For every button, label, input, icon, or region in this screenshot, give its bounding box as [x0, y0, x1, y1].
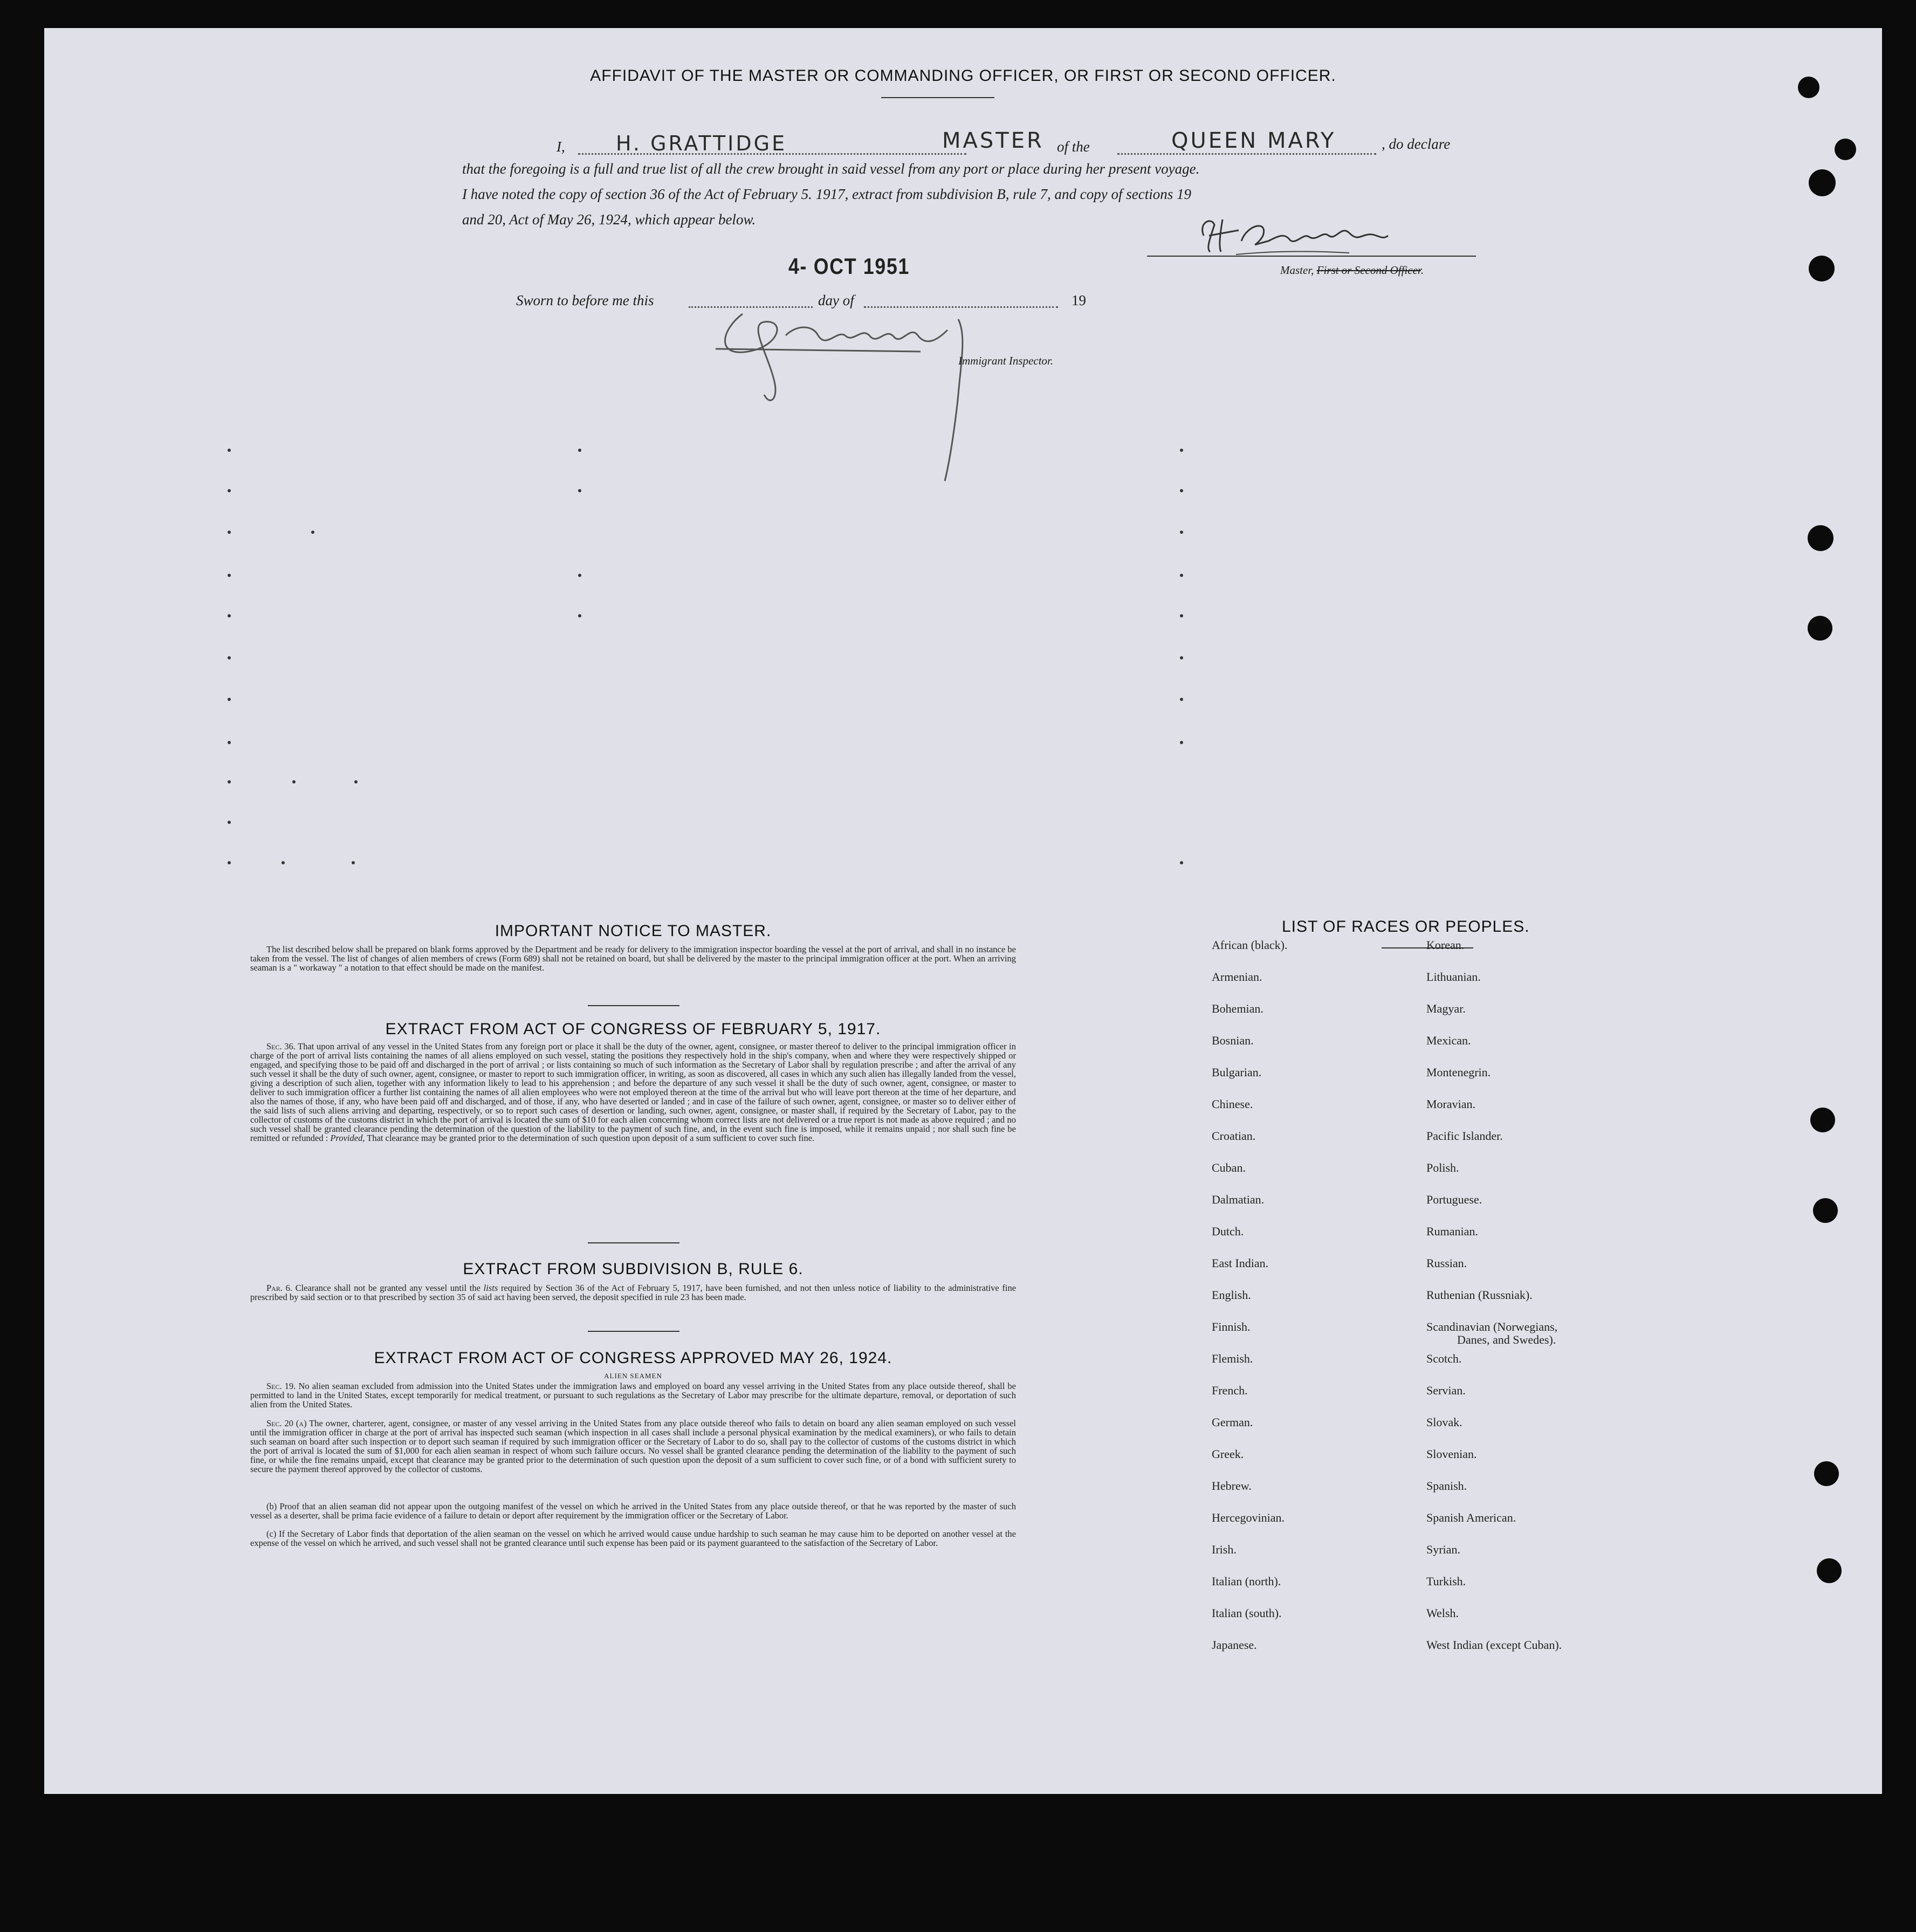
- sec-19-text: No alien seaman excluded from admission into the United States under the immigration laws and employed on board any vessel arriving in the United States from any place outside thereof, shall be permitted to land in the United States, except temporarily for medical treatment, or pursuant to such regulations as the Secretary of Labor may prescribe for the ultimate departure, removal, or deportation of such alien from the United States.: [250, 1381, 1017, 1410]
- punch-hole: [1814, 1461, 1839, 1486]
- race-item: Syrian.: [1426, 1543, 1460, 1556]
- extract-1917-title: EXTRACT FROM ACT OF CONGRESS OF FEBRUARY 5, 1917.: [385, 1020, 881, 1038]
- race-item: Bohemian.: [1212, 1002, 1263, 1015]
- race-item: Pacific Islander.: [1426, 1129, 1503, 1143]
- race-item: Spanish.: [1426, 1479, 1467, 1493]
- sec-20c: [250, 1529, 1016, 1548]
- race-item: Dalmatian.: [1212, 1193, 1265, 1206]
- race-item: Polish.: [1426, 1161, 1459, 1174]
- punch-hole: [1809, 256, 1835, 281]
- signature-line: [1147, 256, 1476, 257]
- punch-hole: [1808, 525, 1833, 551]
- sec-19-label: Sec. 19.: [266, 1381, 296, 1391]
- sec-20c-text: If the Secretary of Labor finds that deportation of the alien seaman on the vessel on which he arrived would cause undue hardship to such seaman he may cause him to be deported on another vessel at the expense of the vessel on which he arrived, and such vessel shall not be granted clearance until such expense has been paid or its payment guaranteed to the satisfaction of the Secretary of Labor.: [250, 1529, 1016, 1548]
- sec-20-label: Sec. 20 (a): [266, 1418, 307, 1428]
- vessel-name: QUEEN MARY: [1171, 128, 1336, 153]
- extract-1917-body: [250, 1042, 1016, 1143]
- sec-19: [250, 1381, 1016, 1409]
- proviso-text: That clearance may be granted prior to the determination of such question upon deposit of a sum sufficient to cover such fine.: [367, 1133, 815, 1143]
- rule-6-text-b: required by Section 36 of the Act of February 5, 1917, have been furnished, and not then unless notice of liability to the administrative fine prescribed by said section or to that prescribed by section 35 of said act having been served, the deposit specified in rule 23 has been made.: [250, 1283, 1017, 1302]
- race-item: Cuban.: [1212, 1161, 1246, 1174]
- extract-1924-subtitle: ALIEN SEAMEN: [604, 1372, 662, 1380]
- race-item: Magyar.: [1426, 1002, 1466, 1015]
- race-item: Bulgarian.: [1212, 1065, 1262, 1079]
- race-item: Ruthenian (Russniak).: [1426, 1288, 1533, 1302]
- affidavit-line4: and 20, Act of May 26, 1924, which appear below.: [462, 211, 756, 228]
- race-item: Italian (south).: [1212, 1606, 1282, 1620]
- rule-6-body: [250, 1283, 1016, 1302]
- punch-hole: [1835, 139, 1856, 160]
- signer-title-prefix: Master,: [1280, 264, 1314, 277]
- rule-6-text-a: Clearance shall not be granted any vessel until the: [295, 1283, 480, 1293]
- signer-title: [1280, 264, 1424, 277]
- race-item: West Indian (except Cuban).: [1426, 1638, 1562, 1652]
- race-item: African (black).: [1212, 938, 1288, 952]
- do-declare-label: , do declare: [1382, 136, 1451, 152]
- affidavit-i: I,: [557, 139, 565, 155]
- date-stamp: 4- OCT 1951: [788, 253, 910, 279]
- day-of-label: day of: [818, 292, 854, 308]
- race-item: Rumanian.: [1426, 1225, 1478, 1238]
- race-item: Flemish.: [1212, 1352, 1253, 1365]
- race-item: Armenian.: [1212, 970, 1262, 984]
- race-item: Slovak.: [1426, 1415, 1462, 1429]
- race-item: Croatian.: [1212, 1129, 1256, 1143]
- sec-36-label: Sec. 36.: [266, 1041, 296, 1051]
- par-6-label: Par. 6.: [266, 1283, 293, 1293]
- year-prefix: 19: [1072, 292, 1086, 308]
- race-item: Servian.: [1426, 1384, 1466, 1397]
- race-item: Dutch.: [1212, 1225, 1244, 1238]
- punch-hole: [1813, 1198, 1838, 1223]
- notice-title: IMPORTANT NOTICE TO MASTER.: [495, 922, 772, 940]
- race-item: East Indian.: [1212, 1256, 1269, 1270]
- master-signature: [1187, 203, 1425, 263]
- race-item: Spanish American.: [1426, 1511, 1516, 1524]
- race-item: Turkish.: [1426, 1575, 1466, 1588]
- race-item: French.: [1212, 1384, 1248, 1397]
- signer-title-suffix: .: [1420, 264, 1424, 277]
- race-item: Welsh.: [1426, 1606, 1459, 1620]
- master-name: H. GRATTIDGE: [616, 132, 787, 155]
- race-item: Korean.: [1426, 938, 1465, 952]
- sec-20a: [250, 1419, 1016, 1474]
- race-item: Finnish.: [1212, 1320, 1251, 1333]
- extract-1924-title: EXTRACT FROM ACT OF CONGRESS APPROVED MAY 26, 1924.: [374, 1349, 892, 1367]
- punch-hole: [1808, 616, 1832, 641]
- sec-20b-label: (b): [266, 1501, 277, 1511]
- inspector-title: Immigrant Inspector.: [958, 354, 1054, 367]
- races-title: LIST OF RACES OR PEOPLES.: [1282, 918, 1530, 936]
- race-item: Japanese.: [1212, 1638, 1257, 1652]
- race-item: Russian.: [1426, 1256, 1467, 1270]
- race-item: English.: [1212, 1288, 1251, 1302]
- divider: [881, 97, 994, 98]
- punch-hole: [1810, 1108, 1835, 1132]
- sworn-label: Sworn to before me this: [516, 292, 654, 308]
- punch-hole: [1817, 1558, 1842, 1583]
- race-item: Greek.: [1212, 1447, 1244, 1461]
- race-item: Moravian.: [1426, 1097, 1476, 1111]
- race-item: Montenegrin.: [1426, 1065, 1491, 1079]
- inspector-signature: [705, 298, 1039, 492]
- divider: [588, 1331, 679, 1332]
- divider: [588, 1242, 679, 1243]
- proviso-label: Provided,: [330, 1133, 365, 1143]
- sec-20b-text: Proof that an alien seaman did not appear upon the outgoing manifest of the vessel on which he arrived in the United States from any place outside thereof, or that he was reported by the master of such vessel as a deserter, shall be prima facie evidence of a failure to detain or deport after requirement by the immigration officer or the Secretary of Labor.: [250, 1501, 1016, 1521]
- vessel-blank: [1117, 153, 1376, 155]
- race-item: Chinese.: [1212, 1097, 1253, 1111]
- race-item: Lithuanian.: [1426, 970, 1481, 984]
- master-rank: MASTER: [942, 128, 1044, 153]
- of-the-label: of the: [1057, 139, 1090, 155]
- race-item: German.: [1212, 1415, 1253, 1429]
- race-item: Hebrew.: [1212, 1479, 1252, 1493]
- race-item: Portuguese.: [1426, 1193, 1482, 1206]
- sec-20b: [250, 1502, 1016, 1520]
- affidavit-line2: that the foregoing is a full and true list of all the crew brought in said vessel from any port or place during her present voyage.: [462, 161, 1200, 177]
- divider: [588, 1005, 679, 1006]
- signer-title-struck: First or Second Officer: [1316, 264, 1421, 277]
- race-item: Hercegovinian.: [1212, 1511, 1285, 1524]
- race-item: Mexican.: [1426, 1034, 1471, 1047]
- sec-36-text: That upon arrival of any vessel in the United States from any foreign port or place it shall be the duty of the owner, agent, consignee, or master thereof to deliver to the principal immigration officer in charge of the port of arrival lists containing the names of all aliens employed on such vessel, stating the positions they respectively hold in the ship's company, when and where they were respectively shipped or engaged, and specifying those to be paid off and discharged in the port of arrival ; or lists containing so much of such information as the Secretary of Labor shall by regulation prescribe ; and after the arrival of any such vessel it shall be the duty of such owner, agent, consignee, or master to report to such immigration officer, in writing, as soon as discovered, all cases in which any such alien has illegally landed from the vessel, giving a description of such alien, together with any information likely to lead to his apprehension ; and before the departure of any such vessel it shall be the duty of such owner, agent, consignee, or master to deliver to such immigration officer a further list containing the names of all alien employees who were not employed thereon at the time of the arrival but who will leave port thereon at the time of her departure, and also the names of those, if any, who have been paid off and discharged, and of those, if any, who have deserted or landed ; and in case of the failure of such owner, agent, consignee, or master so to deliver either of the said lists of such aliens arriving and departing, respectively, or so to report such cases of desertion or landing, such owner, agent, consignee, or master shall, if required by the Secretary of Labor, pay to the collector of customs of the customs district in which the port of arrival is located the sum of $10 for each alien concerning whom correct lists are not delivered or a true report is not made as above required ; and no such vessel shall be granted clearance pending the determination of the question of the liability to the payment of such fine, and, in the event such fine is imposed, while it remains unpaid ; nor shall such fine be remitted or refunded :: [250, 1041, 1016, 1143]
- race-item: Scandinavian (Norwegians,: [1426, 1320, 1558, 1333]
- affidavit-title: AFFIDAVIT OF THE MASTER OR COMMANDING OFFICER, OR FIRST OR SECOND OFFICER.: [590, 67, 1336, 85]
- race-item: Irish.: [1212, 1543, 1237, 1556]
- rule-6-title: EXTRACT FROM SUBDIVISION B, RULE 6.: [463, 1260, 804, 1278]
- document-page: [44, 28, 1882, 1794]
- sec-20c-label: (c): [266, 1529, 277, 1539]
- lists-word: lists: [483, 1283, 498, 1293]
- punch-hole: [1809, 169, 1836, 196]
- sec-20a-text: The owner, charterer, agent, consignee, or master of any vessel arriving in the United States from any place outside thereof who fails to detain on board any alien seaman employed on such vessel until the immigration officer in charge at the port of arrival has inspected such seaman (which inspection in all cases shall include a personal physical examination by the medical examiners), or who fails to detain such seaman on board after such inspection or to deport such seaman if required by such immigration officer or the Secretary of Labor to do so, shall pay to the collector of customs of the customs district in which the port of arrival is located the sum of $1,000 for each alien seaman in respect of whom such failure occurs. No vessel shall be granted clearance pending the determination of the liability to the payment of such fine, or while the fine remains unpaid, except that clearance may be granted prior to the determination of such question upon the deposit of a sum sufficient to cover such fine, or of a bond with sufficient surety to secure the payment thereof approved by the collector of customs.: [250, 1418, 1017, 1474]
- race-item: Italian (north).: [1212, 1575, 1281, 1588]
- race-item: Slovenian.: [1426, 1447, 1477, 1461]
- race-item: Bosnian.: [1212, 1034, 1254, 1047]
- race-item-continued: Danes, and Swedes).: [1457, 1333, 1556, 1346]
- notice-body: The list described below shall be prepared on blank forms approved by the Department and be ready for delivery to the immigration inspector boarding the vessel at the port of arrival, and shall in no instance be taken from the vessel. The list of changes of alien members of crews (Form 689) shall not be retained on board, but shall be delivered by the master to the principal immigration officer at the port. When an arriving seaman is a " workaway " a notation to that effect should be made on the manifest.: [250, 944, 1016, 973]
- race-item: Scotch.: [1426, 1352, 1462, 1365]
- affidavit-line3: I have noted the copy of section 36 of the Act of February 5. 1917, extract from subdivision B, rule 7, and copy of sections 19: [462, 186, 1191, 202]
